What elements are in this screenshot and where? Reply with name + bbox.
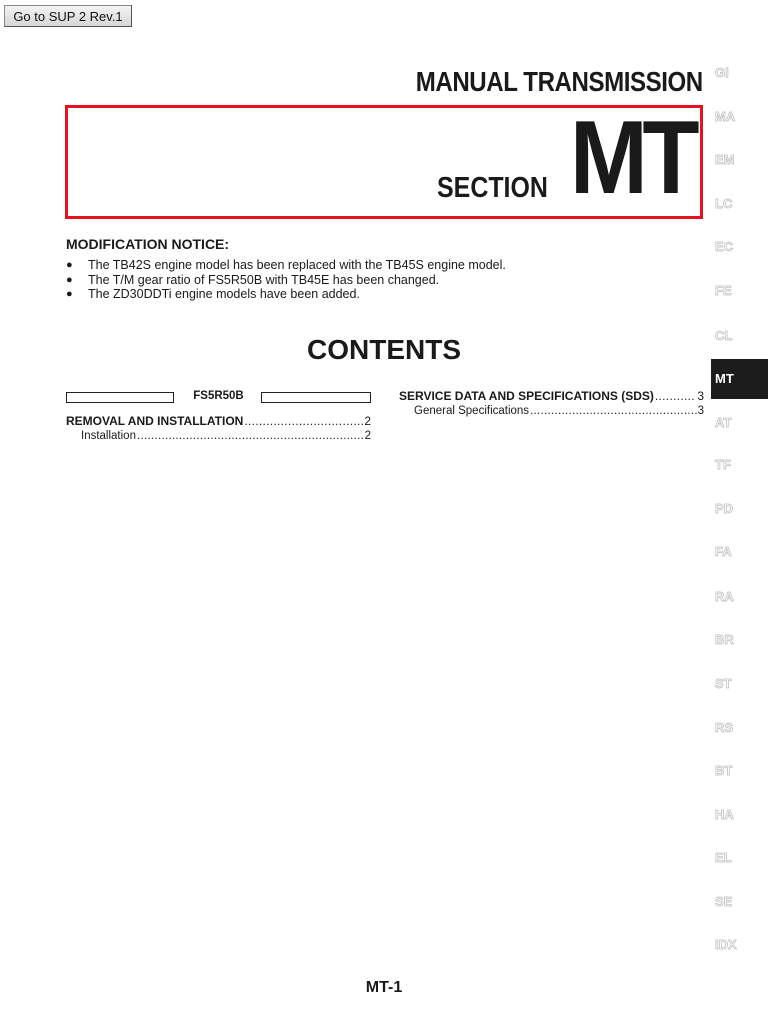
notice-item-text: The ZD30DDTi engine models have been added. [88, 287, 360, 301]
side-tab-idx[interactable]: IDX [715, 937, 737, 952]
page-number: MT-1 [365, 979, 403, 996]
toc-entry-installation[interactable] [66, 430, 371, 446]
side-tab-ec[interactable]: EC [715, 239, 734, 254]
toc-entry-service-data[interactable] [399, 389, 704, 405]
page-title: MANUAL TRANSMISSION [415, 66, 703, 97]
section-box [65, 100, 703, 219]
modification-notice-list [66, 258, 506, 302]
side-tab-pd[interactable]: PD [715, 501, 734, 516]
list-item [66, 258, 506, 273]
toc-right-column [399, 389, 704, 421]
dot-leader [137, 430, 364, 442]
toc-entry-label: SERVICE DATA AND SPECIFICATIONS (SDS) [399, 389, 654, 403]
side-tab-rs[interactable]: RS [715, 720, 734, 735]
toc-entry-page: 3 [697, 389, 704, 403]
toc-entry-label: REMOVAL AND INSTALLATION [66, 414, 244, 428]
side-tab-at[interactable]: AT [715, 415, 732, 430]
goto-sup-button[interactable]: Go to SUP 2 Rev.1 [4, 5, 132, 27]
list-item [66, 287, 506, 302]
dot-leader [530, 405, 697, 417]
list-item [66, 273, 506, 288]
toc-entry-page: 3 [697, 405, 704, 417]
bullet-icon: ● [66, 288, 73, 300]
dot-leader [655, 389, 696, 403]
toc-entry-page: 2 [364, 430, 371, 442]
toc-entry-label: Installation [81, 430, 136, 442]
toc-entry-label: General Specifications [414, 405, 530, 417]
side-tab-se[interactable]: SE [715, 894, 733, 909]
model-frame-right [261, 392, 371, 403]
model-header [66, 389, 371, 405]
side-tab-ma[interactable]: MA [715, 109, 736, 124]
section-word: SECTION [437, 172, 548, 204]
side-tab-ha[interactable]: HA [715, 807, 734, 822]
side-tab-bt[interactable]: BT [715, 763, 733, 778]
toc-entry-page: 2 [364, 414, 371, 428]
side-tab-fe[interactable]: FE [715, 283, 732, 298]
section-code: MT [569, 100, 694, 216]
side-tab-br[interactable]: BR [715, 632, 734, 647]
side-tab-lc[interactable]: LC [715, 196, 733, 211]
side-tab-st[interactable]: ST [715, 676, 732, 691]
toc-entry-general-specifications[interactable] [399, 405, 704, 421]
side-tab-ra[interactable]: RA [715, 589, 734, 604]
side-tab-fa[interactable]: FA [715, 544, 732, 559]
side-tab-tf[interactable]: TF [715, 457, 731, 472]
toc-left-column [66, 389, 371, 446]
side-tab-gi[interactable]: GI [715, 65, 729, 80]
section-index-tabs [711, 0, 768, 1024]
notice-item-text: The T/M gear ratio of FS5R50B with TB45E has been changed. [88, 272, 440, 287]
bullet-icon: ● [66, 273, 73, 286]
side-tab-el[interactable]: EL [715, 850, 732, 865]
toc-entry-removal-and-installation[interactable] [66, 414, 371, 430]
model-label: FS5R50B [193, 390, 244, 402]
contents-heading: CONTENTS [307, 334, 461, 365]
bullet-icon: ● [66, 259, 73, 271]
side-tab-em[interactable]: EM [715, 152, 735, 167]
notice-item-text: The TB42S engine model has been replaced with the TB45S engine model. [88, 258, 506, 272]
side-tab-cl[interactable]: CL [715, 328, 733, 343]
dot-leader [244, 414, 363, 428]
side-tab-mt[interactable]: MT [711, 359, 768, 399]
modification-notice-heading: MODIFICATION NOTICE: [66, 236, 230, 252]
